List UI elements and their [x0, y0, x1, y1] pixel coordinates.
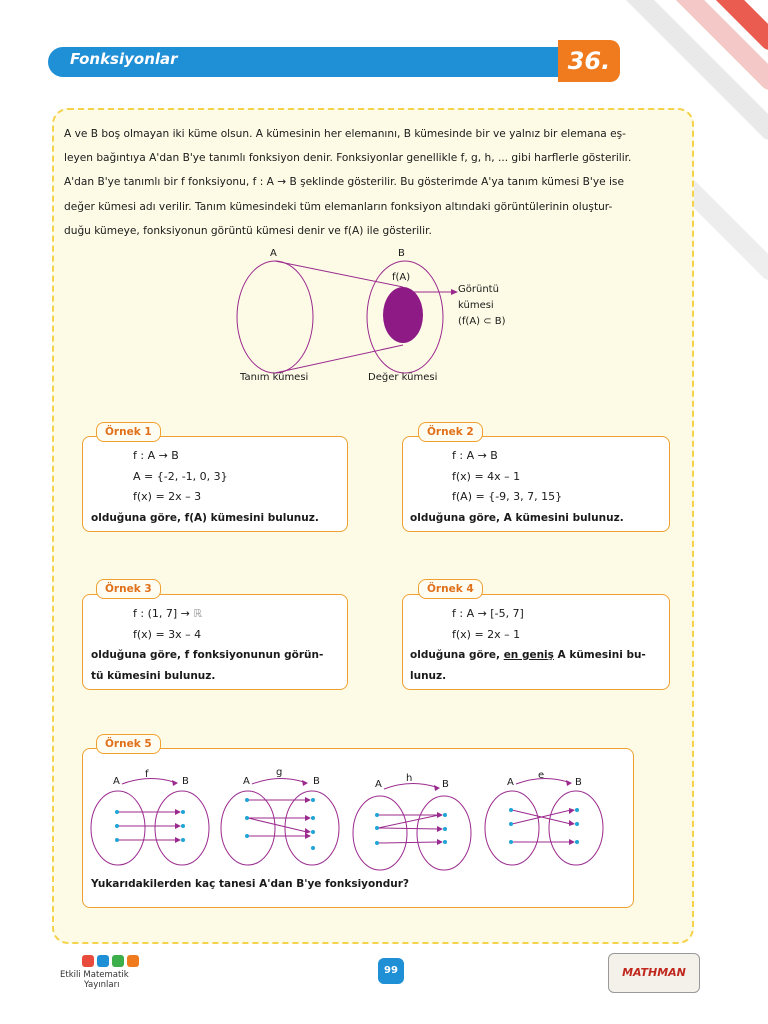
example-2-tab: Örnek 2: [418, 422, 483, 442]
mapping-g-diagram: [218, 770, 342, 870]
domain-set: [237, 261, 313, 373]
mapping-e-set-a: A: [507, 777, 514, 788]
codomain-label: Değer kümesi: [368, 372, 438, 383]
domain-label: Tanım kümesi: [240, 372, 309, 383]
image-label: f(A): [392, 272, 411, 283]
image-set-caption-1: Görüntü: [458, 284, 499, 295]
mapping-f-name: f: [145, 769, 149, 780]
example-1-body: f : A → B A = {-2, -1, 0, 3} f(x) = 2x – 3 olduğuna göre, f(A) kümesini bulunuz.: [91, 449, 319, 524]
publisher-name-1: Etkili Matematik: [60, 970, 129, 980]
intro-paragraph: A ve B boş olmayan iki küme olsun. A kümesinin her elemanını, B kümesinde bir ve yalnız bir elemana eş- leyen bağıntıya A'dan B'ye tanımlı fonksiyon denir. Fonksiyonlar genellikle f, g, h, ... gibi harflerle gösterilir. A'dan B'ye tanımlı bir f fonksiyonu, f : A → B şeklinde gösterilir. Bu gösterimde A'ya tanım kümesi B'ye ise değer kümesi adı verilir. Tanım kümesindeki tüm elemanların fonksiyon altındaki görüntülerinin oluştur- duğu kümeye, fonksiyonun görüntü kümesi denir ve f(A) ile gösterilir.: [64, 128, 632, 237]
logo-shape-green: [112, 955, 124, 967]
mapping-f-set-a: A: [113, 776, 120, 787]
logo-shape-red: [82, 955, 94, 967]
page-title: Fonksiyonlar: [70, 50, 178, 68]
mapping-g-set-b: B: [313, 776, 320, 787]
mapping-f-diagram: [88, 770, 212, 870]
mapping-e-name: e: [538, 770, 545, 781]
set-a-label: A: [270, 248, 277, 259]
example-2-body: f : A → B f(x) = 4x – 1 f(A) = {-9, 3, 7, 15} olduğuna göre, A kümesini bulunuz.: [410, 449, 624, 524]
mapping-e-diagram: [482, 770, 606, 870]
mapping-f-set-b: B: [182, 776, 189, 787]
example-5-question: Yukarıdakilerden kaç tanesi A'dan B'ye fonksiyondur?: [91, 878, 409, 890]
example-5-tab: Örnek 5: [96, 734, 161, 754]
emphasis-en-genis: en geniş: [503, 649, 554, 661]
example-4-body: f : A → [-5, 7] f(x) = 2x – 1 olduğuna göre, en geniş A kümesini bu- lunuz.: [410, 607, 646, 682]
logo-shape-orange: [127, 955, 139, 967]
section-number-badge: 36.: [558, 40, 620, 82]
mapping-g-set-a: A: [243, 776, 250, 787]
example-3-body: f : (1, 7] → ℝ f(x) = 3x – 4 olduğuna göre, f fonksiyonunun görün- tü kümesini bulunuz.: [91, 607, 324, 682]
image-set-caption-2: kümesi: [458, 300, 494, 311]
mapping-h-name: h: [406, 773, 413, 784]
mapping-g-name: g: [276, 767, 283, 778]
example-1-tab: Örnek 1: [96, 422, 161, 442]
image-set: [383, 287, 423, 343]
mapping-h-set-b: B: [442, 779, 449, 790]
example-4-tab: Örnek 4: [418, 579, 483, 599]
page-number: 99: [378, 958, 404, 984]
publisher-name-2: Yayınları: [84, 980, 120, 990]
example-3-tab: Örnek 3: [96, 579, 161, 599]
set-b-label: B: [398, 248, 405, 259]
mapping-h-set-a: A: [375, 779, 382, 790]
image-set-caption-3: (f(A) ⊂ B): [458, 316, 506, 327]
logo-shape-blue: [97, 955, 109, 967]
mapping-e-set-b: B: [575, 777, 582, 788]
mapping-h-diagram: [350, 775, 474, 875]
publisher-logo: [60, 955, 170, 990]
brand-logo: MATHMAN: [608, 953, 700, 993]
